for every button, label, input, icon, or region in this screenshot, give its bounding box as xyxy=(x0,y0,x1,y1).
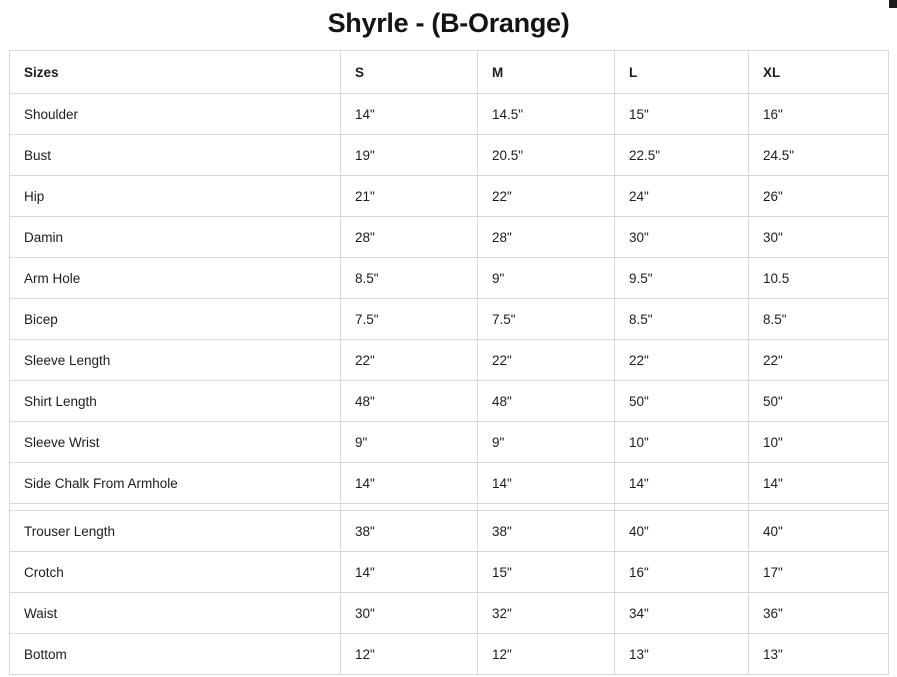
table-row xyxy=(10,511,889,552)
row-value: 40" xyxy=(615,511,749,552)
row-value: 19" xyxy=(341,135,478,176)
table-row xyxy=(10,176,889,217)
row-value: 28" xyxy=(341,217,478,258)
row-value: 24.5" xyxy=(749,135,889,176)
row-value: 22" xyxy=(478,340,615,381)
column-header-s: S xyxy=(341,51,478,94)
table-row xyxy=(10,552,889,593)
row-value: 30" xyxy=(341,593,478,634)
row-label: Arm Hole xyxy=(10,258,341,299)
row-value: 9" xyxy=(478,258,615,299)
table-row xyxy=(10,135,889,176)
row-label: Damin xyxy=(10,217,341,258)
table-spacer-row xyxy=(10,504,889,511)
size-chart-table xyxy=(9,50,889,675)
table-body xyxy=(10,94,889,675)
row-value: 30" xyxy=(615,217,749,258)
table-row xyxy=(10,422,889,463)
row-value: 9" xyxy=(341,422,478,463)
table-row xyxy=(10,258,889,299)
row-value: 12" xyxy=(478,634,615,675)
table-spacer-cell xyxy=(10,504,341,511)
row-value: 48" xyxy=(478,381,615,422)
row-value: 10" xyxy=(615,422,749,463)
row-label: Bicep xyxy=(10,299,341,340)
row-value: 16" xyxy=(615,552,749,593)
row-label: Waist xyxy=(10,593,341,634)
row-value: 8.5" xyxy=(341,258,478,299)
row-value: 24" xyxy=(615,176,749,217)
row-value: 20.5" xyxy=(478,135,615,176)
row-value: 32" xyxy=(478,593,615,634)
table-header xyxy=(10,51,889,94)
table-row xyxy=(10,340,889,381)
row-value: 15" xyxy=(478,552,615,593)
row-value: 14" xyxy=(615,463,749,504)
row-value: 14" xyxy=(341,94,478,135)
row-value: 14.5" xyxy=(478,94,615,135)
row-value: 36" xyxy=(749,593,889,634)
row-value: 38" xyxy=(478,511,615,552)
table-header-row xyxy=(10,51,889,94)
row-value: 8.5" xyxy=(615,299,749,340)
row-label: Side Chalk From Armhole xyxy=(10,463,341,504)
row-label: Crotch xyxy=(10,552,341,593)
row-value: 40" xyxy=(749,511,889,552)
row-value: 17" xyxy=(749,552,889,593)
row-label: Bottom xyxy=(10,634,341,675)
row-value: 12" xyxy=(341,634,478,675)
row-value: 21" xyxy=(341,176,478,217)
corner-marker xyxy=(889,0,897,8)
page-title: Shyrle - (B-Orange) xyxy=(327,8,570,38)
row-value: 15" xyxy=(615,94,749,135)
row-value: 28" xyxy=(478,217,615,258)
table-spacer-cell xyxy=(341,504,478,511)
row-value: 50" xyxy=(749,381,889,422)
table-row xyxy=(10,217,889,258)
row-value: 8.5" xyxy=(749,299,889,340)
table-row xyxy=(10,634,889,675)
column-header-xl: XL xyxy=(749,51,889,94)
column-header-sizes: Sizes xyxy=(10,51,341,94)
row-value: 14" xyxy=(478,463,615,504)
column-header-l: L xyxy=(615,51,749,94)
row-label: Bust xyxy=(10,135,341,176)
row-value: 7.5" xyxy=(341,299,478,340)
table-row xyxy=(10,463,889,504)
table-spacer-cell xyxy=(615,504,749,511)
row-value: 14" xyxy=(749,463,889,504)
row-label: Hip xyxy=(10,176,341,217)
table-row xyxy=(10,593,889,634)
row-value: 30" xyxy=(749,217,889,258)
table-row xyxy=(10,94,889,135)
row-label: Sleeve Length xyxy=(10,340,341,381)
row-value: 9.5" xyxy=(615,258,749,299)
row-value: 22" xyxy=(615,340,749,381)
row-value: 14" xyxy=(341,463,478,504)
row-value: 22" xyxy=(341,340,478,381)
row-value: 50" xyxy=(615,381,749,422)
row-value: 14" xyxy=(341,552,478,593)
row-value: 10.5 xyxy=(749,258,889,299)
row-value: 13" xyxy=(749,634,889,675)
row-value: 34" xyxy=(615,593,749,634)
row-label: Sleeve Wrist xyxy=(10,422,341,463)
table-spacer-cell xyxy=(478,504,615,511)
row-value: 22" xyxy=(478,176,615,217)
row-value: 22" xyxy=(749,340,889,381)
row-value: 38" xyxy=(341,511,478,552)
row-label: Shoulder xyxy=(10,94,341,135)
row-value: 9" xyxy=(478,422,615,463)
row-value: 7.5" xyxy=(478,299,615,340)
row-value: 16" xyxy=(749,94,889,135)
row-label: Trouser Length xyxy=(10,511,341,552)
row-value: 10" xyxy=(749,422,889,463)
table-row xyxy=(10,299,889,340)
row-value: 22.5" xyxy=(615,135,749,176)
row-value: 13" xyxy=(615,634,749,675)
row-label: Shirt Length xyxy=(10,381,341,422)
table-row xyxy=(10,381,889,422)
table-spacer-cell xyxy=(749,504,889,511)
column-header-m: M xyxy=(478,51,615,94)
row-value: 48" xyxy=(341,381,478,422)
row-value: 26" xyxy=(749,176,889,217)
